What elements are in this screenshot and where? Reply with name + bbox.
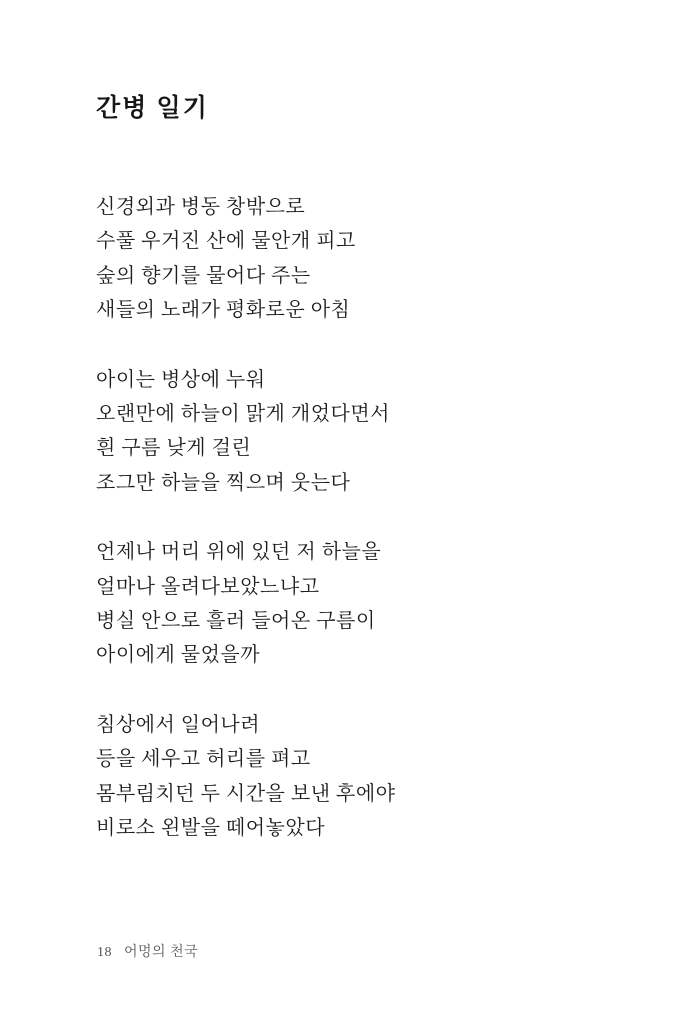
poem-title: 간병 일기 [96, 95, 209, 122]
poem-line: 아이는 병상에 누워 [96, 368, 266, 391]
page-footer [97, 941, 198, 961]
poem-stanza [96, 190, 395, 328]
poem-line: 수풀 우거진 산에 물안개 피고 [96, 230, 356, 253]
poem-stanza [96, 708, 395, 846]
poem-line: 신경외과 병동 창밖으로 [96, 196, 306, 218]
poem-line: 병실 안으로 흘러 들어온 구름이 [96, 610, 376, 633]
poem-line: 흰 구름 낮게 걸린 [96, 437, 252, 460]
poem-line: 등을 세우고 허리를 펴고 [96, 748, 311, 771]
poem-line: 조그만 하늘을 찍으며 웃는다 [96, 471, 351, 494]
poem-line: 새들의 노래가 평화로운 아침 [96, 299, 351, 322]
poem-line: 얼마나 올려다보았느냐고 [96, 575, 320, 598]
page-number: 18 [97, 945, 112, 960]
poem-line: 몸부림치던 두 시간을 보낸 후에야 [96, 782, 396, 805]
poem-line: 숲의 향기를 물어다 주는 [96, 264, 311, 287]
poem-line: 오랜만에 하늘이 맑게 개었다면서 [96, 403, 390, 426]
poem-line: 언제나 머리 위에 있던 저 하늘을 [96, 541, 382, 564]
book-title: 어멍의 천국 [124, 945, 199, 960]
poem-line: 비로소 왼발을 떼어놓았다 [96, 817, 326, 840]
poem-body [96, 190, 395, 881]
poem-line: 아이에게 물었을까 [96, 644, 261, 667]
poem-stanza [96, 535, 395, 673]
poem-line: 침상에서 일어나려 [96, 713, 261, 736]
poem-stanza [96, 363, 395, 501]
